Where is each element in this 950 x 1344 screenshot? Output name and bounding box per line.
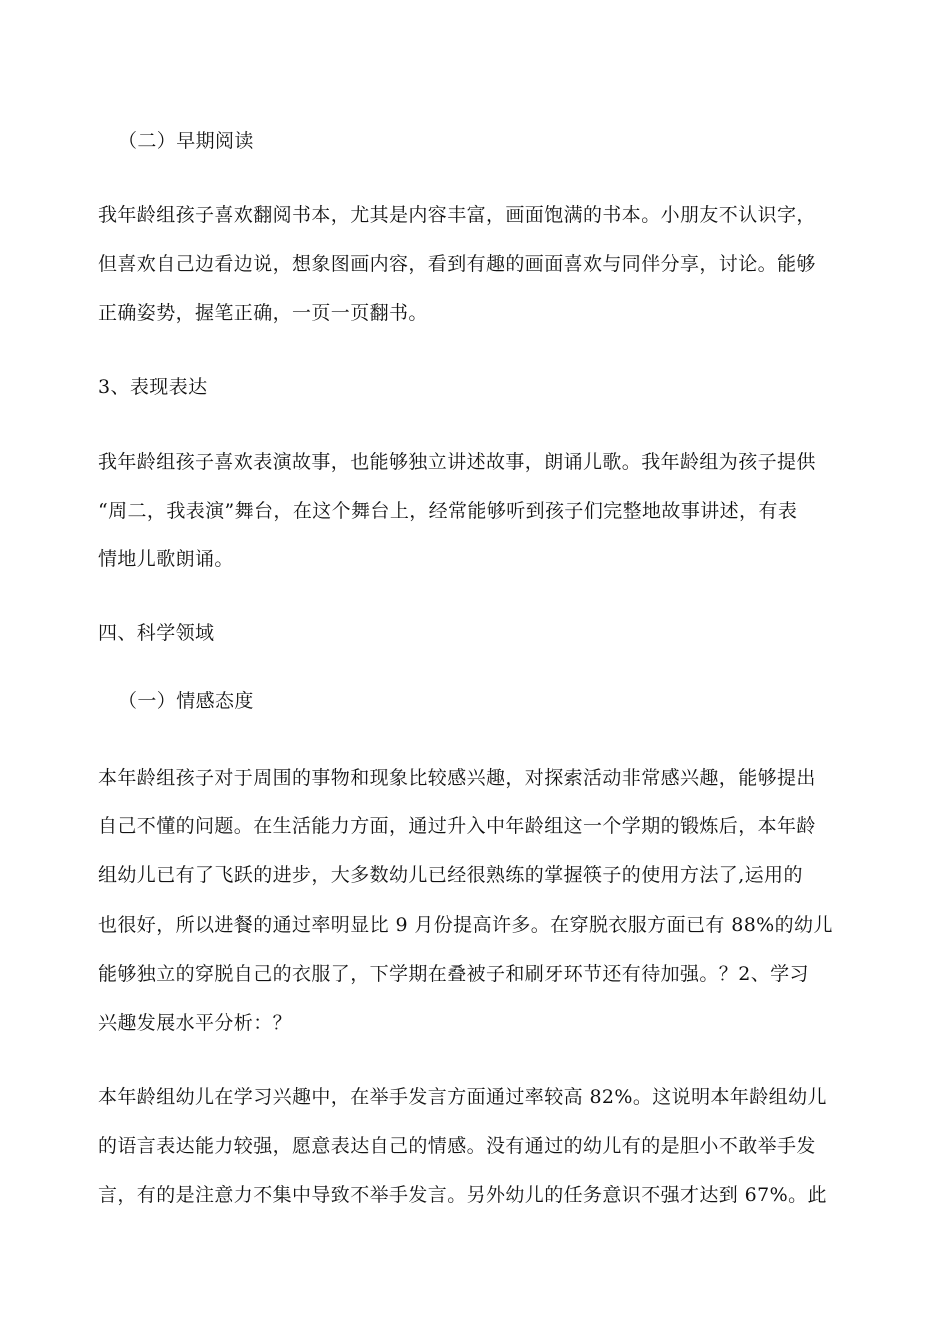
paragraph-line: “周二，我表演”舞台，在这个舞台上，经常能够听到孩子们完整地故事讲述，有表: [98, 500, 798, 522]
paragraph-line: 兴趣发展水平分析：？: [98, 1012, 293, 1034]
paragraph-line: 的语言表达能力较强，愿意表达自己的情感。没有通过的幼儿有的是胆小不敢举手发: [98, 1135, 816, 1157]
paragraph-line: 情地儿歌朗诵。: [98, 548, 234, 570]
section-heading-early-reading: （二）早期阅读: [118, 130, 254, 152]
paragraph-line: 组幼儿已有了飞跃的进步，大多数幼儿已经很熟练的掌握筷子的使用方法了,运用的: [98, 864, 803, 886]
paragraph-line: 也很好，所以进餐的通过率明显比 9 月份提高许多。在穿脱衣服方面已有 88%的幼儿: [98, 914, 833, 936]
section-heading-expression: 3、表现表达: [98, 376, 208, 398]
paragraph-line: 正确姿势，握笔正确，一页一页翻书。: [98, 302, 428, 324]
section-heading-science: 四、科学领域: [98, 622, 215, 644]
paragraph-line: 我年龄组孩子喜欢翻阅书本，尤其是内容丰富，画面饱满的书本。小朋友不认识字，: [98, 204, 816, 226]
paragraph-line: 本年龄组幼儿在学习兴趣中，在举手发言方面通过率较高 82%。这说明本年龄组幼儿: [98, 1086, 827, 1108]
paragraph-line: 本年龄组孩子对于周围的事物和现象比较感兴趣，对探索活动非常感兴趣，能够提出: [98, 767, 816, 789]
paragraph-line: 自己不懂的问题。在生活能力方面，通过升入中年龄组这一个学期的锻炼后，本年龄: [98, 815, 816, 837]
paragraph-line: 言，有的是注意力不集中导致不举手发言。另外幼儿的任务意识不强才达到 67%。此: [98, 1184, 827, 1206]
paragraph-line: 我年龄组孩子喜欢表演故事，也能够独立讲述故事，朗诵儿歌。我年龄组为孩子提供: [98, 451, 816, 473]
paragraph-line: 能够独立的穿脱自己的衣服了，下学期在叠被子和刷牙环节还有待加强。？2、学习: [98, 963, 809, 985]
paragraph-line: 但喜欢自己边看边说，想象图画内容，看到有趣的画面喜欢与同伴分享，讨论。能够: [98, 253, 816, 275]
section-heading-emotion: （一）情感态度: [118, 690, 254, 712]
